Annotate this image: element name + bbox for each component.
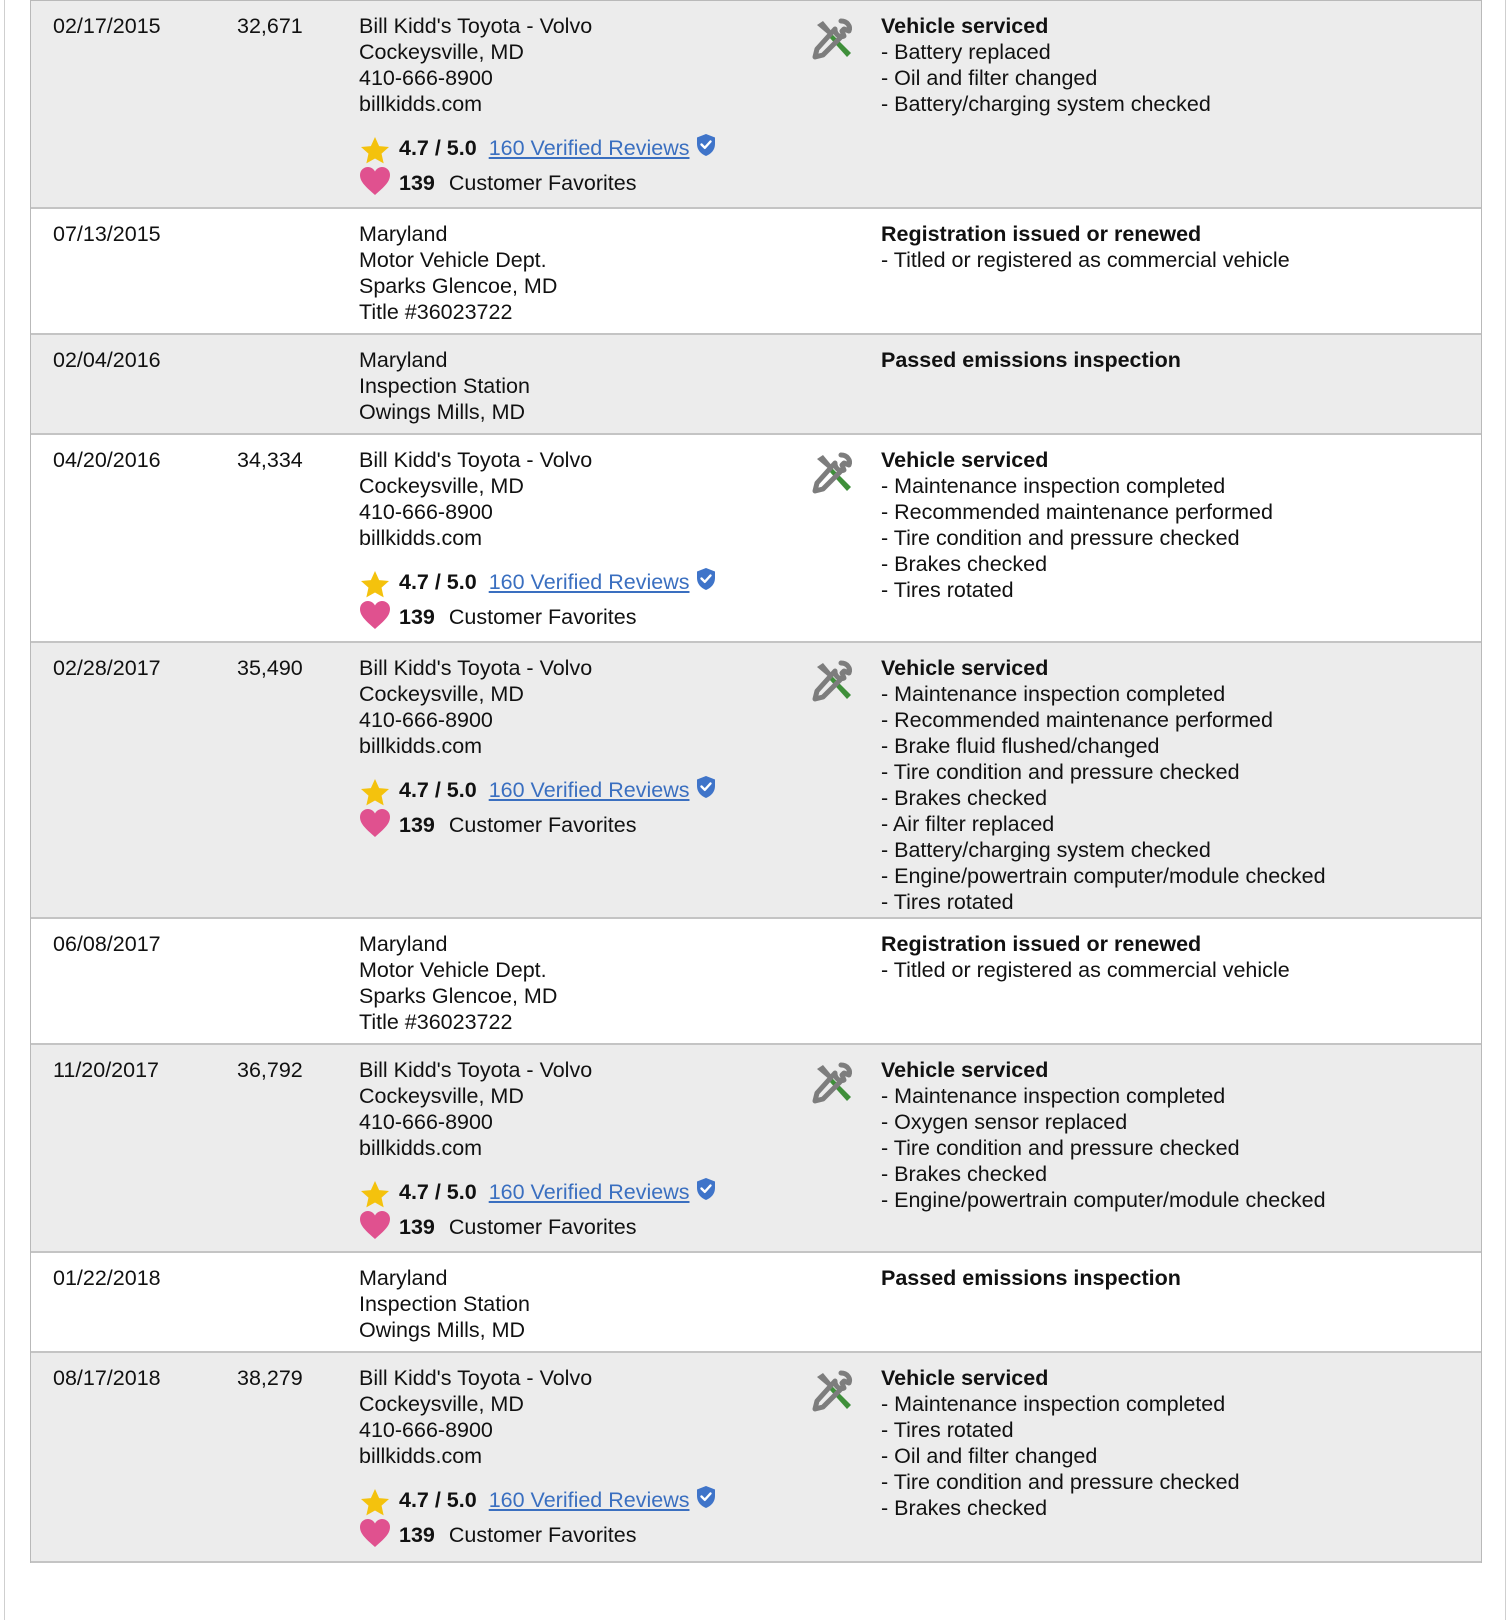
detail-item: - Recommended maintenance performed <box>881 500 1273 524</box>
verified-shield-icon <box>695 1177 717 1201</box>
favorites-label: Customer Favorites <box>448 605 637 629</box>
record-date: 11/20/2017 <box>53 1058 160 1082</box>
record-date: 08/17/2018 <box>53 1366 161 1390</box>
star-icon <box>359 135 391 167</box>
source-line: 410-666-8900 <box>359 500 493 524</box>
star-icon <box>359 1179 391 1211</box>
record-details <box>881 221 1461 273</box>
source-line: Title #36023722 <box>359 1010 513 1034</box>
source-line: 410-666-8900 <box>359 66 493 90</box>
source-line: Sparks Glencoe, MD <box>359 984 558 1008</box>
record-date: 07/13/2015 <box>53 222 161 246</box>
favorites-label: Customer Favorites <box>448 813 637 837</box>
source-line: billkidds.com <box>359 526 483 550</box>
source-line: Inspection Station <box>359 374 530 398</box>
record-details <box>881 447 1461 603</box>
record-title: Registration issued or renewed <box>881 932 1202 956</box>
record-mileage: 36,792 <box>237 1058 303 1082</box>
source-line: Cockeysville, MD <box>359 1392 524 1416</box>
customer-favorites <box>359 1209 789 1245</box>
record-title: Passed emissions inspection <box>881 348 1181 372</box>
detail-item: - Brakes checked <box>881 786 1048 810</box>
detail-item: - Oil and filter changed <box>881 1444 1098 1468</box>
record-details <box>881 1365 1461 1521</box>
detail-item: - Oxygen sensor replaced <box>881 1110 1128 1134</box>
source-line: Cockeysville, MD <box>359 682 524 706</box>
record-title: Vehicle serviced <box>881 656 1049 680</box>
record-date: 01/22/2018 <box>53 1266 161 1290</box>
record-source <box>359 13 789 201</box>
detail-item: - Maintenance inspection completed <box>881 1392 1226 1416</box>
source-line: Inspection Station <box>359 1292 530 1316</box>
source-line: Maryland <box>359 222 448 246</box>
history-record-row <box>31 919 1481 1045</box>
service-tools-icon <box>811 451 855 495</box>
record-mileage: 38,279 <box>237 1366 303 1390</box>
detail-item: - Tire condition and pressure checked <box>881 1470 1240 1494</box>
detail-item: - Tire condition and pressure checked <box>881 760 1240 784</box>
verified-reviews-link[interactable]: 160 Verified Reviews <box>488 570 690 594</box>
detail-item: - Oil and filter changed <box>881 66 1098 90</box>
detail-item: - Tires rotated <box>881 890 1014 914</box>
history-record-row <box>31 643 1481 919</box>
dealer-rating <box>359 565 789 599</box>
detail-item: - Tire condition and pressure checked <box>881 1136 1240 1160</box>
source-line: Cockeysville, MD <box>359 1084 524 1108</box>
record-date: 02/17/2015 <box>53 14 161 38</box>
source-line: Maryland <box>359 1266 448 1290</box>
detail-item: - Titled or registered as commercial vehicle <box>881 248 1290 272</box>
source-line: Bill Kidd's Toyota - Volvo <box>359 656 593 680</box>
verified-reviews-link[interactable]: 160 Verified Reviews <box>488 1488 690 1512</box>
source-line: billkidds.com <box>359 92 483 116</box>
rating-score: 4.7 / 5.0 <box>399 570 477 594</box>
star-icon <box>359 569 391 601</box>
source-line: 410-666-8900 <box>359 708 493 732</box>
source-line: 410-666-8900 <box>359 1418 493 1442</box>
source-line: Maryland <box>359 348 448 372</box>
rating-score: 4.7 / 5.0 <box>399 1180 477 1204</box>
star-icon <box>359 1487 391 1519</box>
source-line: billkidds.com <box>359 1444 483 1468</box>
record-details <box>881 1057 1461 1213</box>
history-record-row <box>31 1253 1481 1353</box>
record-mileage: 34,334 <box>237 448 303 472</box>
detail-item: - Brake fluid flushed/changed <box>881 734 1160 758</box>
record-title: Registration issued or renewed <box>881 222 1202 246</box>
record-details <box>881 347 1461 373</box>
record-date: 06/08/2017 <box>53 932 161 956</box>
favorites-label: Customer Favorites <box>448 1523 637 1547</box>
heart-icon <box>359 808 391 838</box>
record-title: Vehicle serviced <box>881 448 1049 472</box>
history-record-row <box>31 1353 1481 1563</box>
star-icon <box>359 777 391 809</box>
detail-item: - Tire condition and pressure checked <box>881 526 1240 550</box>
detail-item: - Engine/powertrain computer/module checked <box>881 1188 1326 1212</box>
favorites-count: 139 <box>399 1215 435 1239</box>
history-record-row <box>31 435 1481 643</box>
service-tools-icon <box>811 659 855 703</box>
history-record-row <box>31 1 1481 209</box>
source-line: Bill Kidd's Toyota - Volvo <box>359 1366 593 1390</box>
service-tools-icon <box>811 1061 855 1105</box>
verified-reviews-link[interactable]: 160 Verified Reviews <box>488 1180 690 1204</box>
record-source <box>359 1057 789 1245</box>
customer-favorites <box>359 165 789 201</box>
detail-item: - Battery replaced <box>881 40 1051 64</box>
customer-favorites <box>359 1517 789 1553</box>
source-line: Cockeysville, MD <box>359 40 524 64</box>
record-mileage: 32,671 <box>237 14 303 38</box>
service-tools-icon <box>811 1369 855 1413</box>
rating-score: 4.7 / 5.0 <box>399 1488 477 1512</box>
detail-item: - Maintenance inspection completed <box>881 682 1226 706</box>
heart-icon <box>359 1518 391 1548</box>
source-line: billkidds.com <box>359 1136 483 1160</box>
source-line: Title #36023722 <box>359 300 513 324</box>
record-date: 02/28/2017 <box>53 656 161 680</box>
source-line: 410-666-8900 <box>359 1110 493 1134</box>
detail-item: - Brakes checked <box>881 1496 1048 1520</box>
verified-shield-icon <box>695 775 717 799</box>
dealer-rating <box>359 1483 789 1517</box>
rating-score: 4.7 / 5.0 <box>399 778 477 802</box>
source-line: Bill Kidd's Toyota - Volvo <box>359 1058 593 1082</box>
detail-item: - Tires rotated <box>881 578 1014 602</box>
record-source <box>359 1265 789 1343</box>
detail-item: - Maintenance inspection completed <box>881 474 1226 498</box>
source-line: Owings Mills, MD <box>359 1318 526 1342</box>
record-source <box>359 1365 789 1553</box>
dealer-rating <box>359 773 789 807</box>
customer-favorites <box>359 807 789 843</box>
heart-icon <box>359 1210 391 1240</box>
record-details <box>881 13 1461 117</box>
record-source <box>359 931 789 1035</box>
source-line: Motor Vehicle Dept. <box>359 248 547 272</box>
record-date: 04/20/2016 <box>53 448 161 472</box>
heart-icon <box>359 166 391 196</box>
record-source <box>359 221 789 325</box>
record-source <box>359 447 789 635</box>
record-title: Vehicle serviced <box>881 14 1049 38</box>
favorites-count: 139 <box>399 813 435 837</box>
record-date: 02/04/2016 <box>53 348 161 372</box>
detail-item: - Battery/charging system checked <box>881 92 1211 116</box>
verified-shield-icon <box>695 1485 717 1509</box>
verified-shield-icon <box>695 133 717 157</box>
detail-item: - Tires rotated <box>881 1418 1014 1442</box>
customer-favorites <box>359 599 789 635</box>
detail-item: - Brakes checked <box>881 552 1048 576</box>
record-title: Passed emissions inspection <box>881 1266 1181 1290</box>
detail-item: - Titled or registered as commercial vehicle <box>881 958 1290 982</box>
source-line: billkidds.com <box>359 734 483 758</box>
source-line: Motor Vehicle Dept. <box>359 958 547 982</box>
source-line: Owings Mills, MD <box>359 400 526 424</box>
favorites-label: Customer Favorites <box>448 1215 637 1239</box>
verified-reviews-link[interactable]: 160 Verified Reviews <box>488 136 690 160</box>
record-mileage: 35,490 <box>237 656 303 680</box>
detail-item: - Brakes checked <box>881 1162 1048 1186</box>
record-source <box>359 655 789 843</box>
rating-score: 4.7 / 5.0 <box>399 136 477 160</box>
history-record-row <box>31 209 1481 335</box>
record-details <box>881 1265 1461 1291</box>
service-tools-icon <box>811 17 855 61</box>
favorites-count: 139 <box>399 1523 435 1547</box>
detail-item: - Recommended maintenance performed <box>881 708 1273 732</box>
favorites-label: Customer Favorites <box>448 171 637 195</box>
vehicle-history-table <box>30 0 1482 1563</box>
history-record-row <box>31 1045 1481 1253</box>
source-line: Bill Kidd's Toyota - Volvo <box>359 14 593 38</box>
record-details <box>881 931 1461 983</box>
dealer-rating <box>359 131 789 165</box>
verified-shield-icon <box>695 567 717 591</box>
record-details <box>881 655 1461 915</box>
source-line: Bill Kidd's Toyota - Volvo <box>359 448 593 472</box>
verified-reviews-link[interactable]: 160 Verified Reviews <box>488 778 690 802</box>
record-source <box>359 347 789 425</box>
record-title: Vehicle serviced <box>881 1366 1049 1390</box>
detail-item: - Engine/powertrain computer/module checked <box>881 864 1326 888</box>
record-title: Vehicle serviced <box>881 1058 1049 1082</box>
detail-item: - Maintenance inspection completed <box>881 1084 1226 1108</box>
favorites-count: 139 <box>399 171 435 195</box>
detail-item: - Air filter replaced <box>881 812 1055 836</box>
source-line: Cockeysville, MD <box>359 474 524 498</box>
dealer-rating <box>359 1175 789 1209</box>
detail-item: - Battery/charging system checked <box>881 838 1211 862</box>
favorites-count: 139 <box>399 605 435 629</box>
history-record-row <box>31 335 1481 435</box>
source-line: Sparks Glencoe, MD <box>359 274 558 298</box>
heart-icon <box>359 600 391 630</box>
source-line: Maryland <box>359 932 448 956</box>
